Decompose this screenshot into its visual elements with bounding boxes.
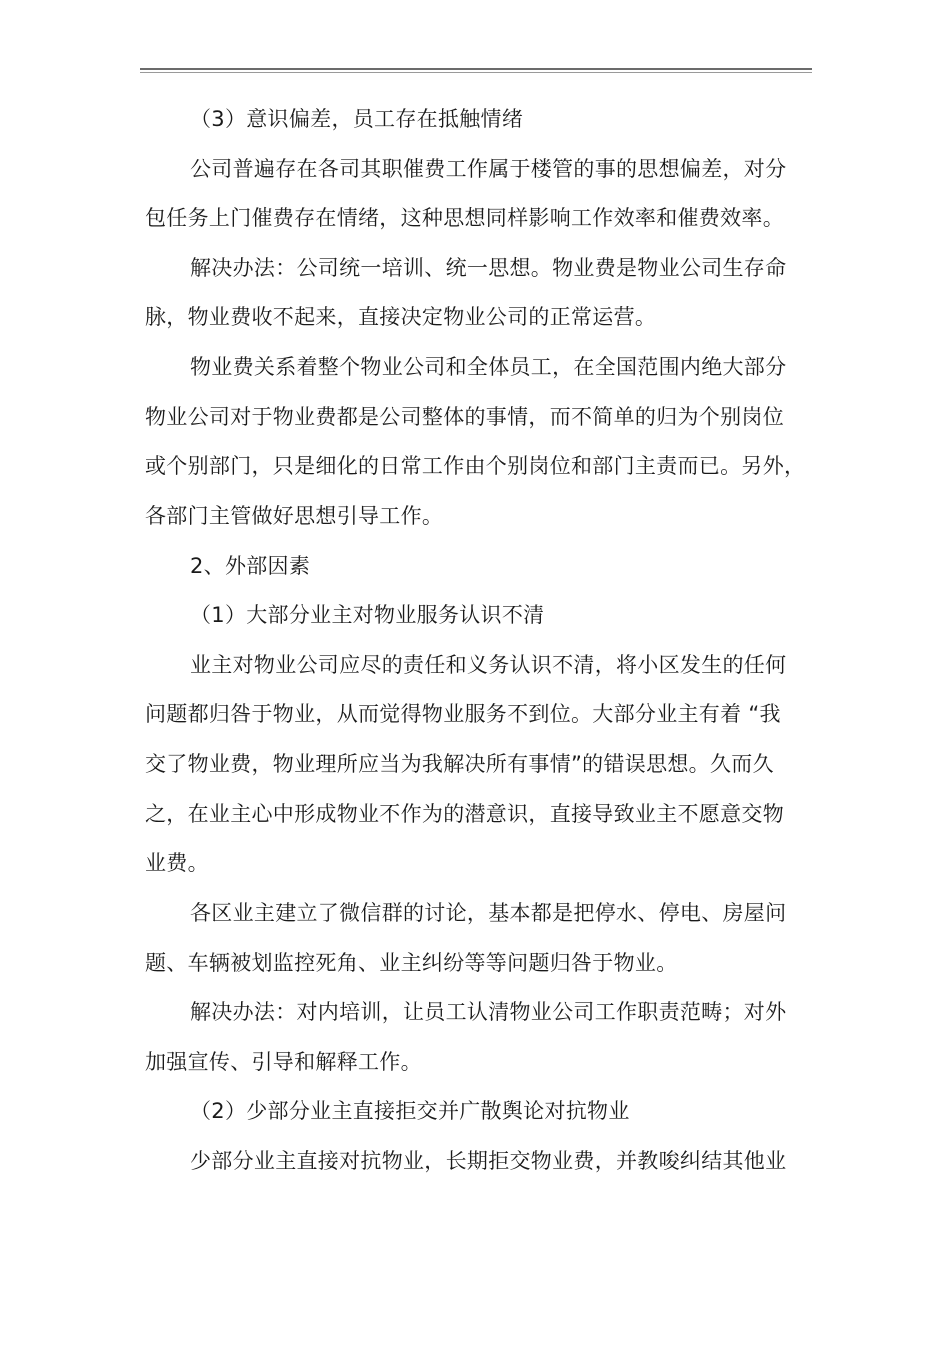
paragraph-line: 物业公司对于物业费都是公司整体的事情，而不简单的归为个别岗位 bbox=[145, 405, 784, 429]
paragraph-line: 交了物业费，物业理所应当为我解决所有事情”的错误思想。久而久 bbox=[145, 752, 774, 776]
header-rule-thin bbox=[140, 72, 812, 73]
paragraph-line: 公司普遍存在各司其职催费工作属于楼管的事的思想偏差，对分 bbox=[190, 157, 787, 181]
paragraph-line: 包任务上门催费存在情绪，这种思想同样影响工作效率和催费效率。 bbox=[145, 206, 784, 230]
paragraph-line: 问题都归咎于物业，从而觉得物业服务不到位。大部分业主有着 “我 bbox=[145, 702, 781, 726]
subheading-owner-awareness: （1）大部分业主对物业服务认识不清 bbox=[190, 603, 545, 627]
paragraph-line: 加强宣传、引导和解释工作。 bbox=[145, 1050, 422, 1074]
paragraph-line: 各区业主建立了微信群的讨论，基本都是把停水、停电、房屋问 bbox=[190, 901, 787, 925]
paragraph-line: 各部门主管做好思想引导工作。 bbox=[145, 504, 444, 528]
paragraph-line: 题、车辆被划监控死角、业主纠纷等等问题归咎于物业。 bbox=[145, 951, 678, 975]
section-heading-external-factors: 2、外部因素 bbox=[190, 554, 311, 578]
header-rule-thick bbox=[140, 68, 812, 70]
paragraph-line: 物业费关系着整个物业公司和全体员工，在全国范围内绝大部分 bbox=[190, 355, 787, 379]
heading-consciousness-bias: （3）意识偏差，员工存在抵触情绪 bbox=[190, 107, 524, 131]
paragraph-line: 业主对物业公司应尽的责任和义务认识不清，将小区发生的任何 bbox=[190, 653, 787, 677]
paragraph-line: 或个别部门，只是细化的日常工作由个别岗位和部门主责而已。另外， bbox=[145, 454, 806, 478]
paragraph-line: 解决办法：对内培训，让员工认清物业公司工作职责范畴；对外 bbox=[190, 1000, 787, 1024]
paragraph-line: 之，在业主心中形成物业不作为的潜意识，直接导致业主不愿意交物 bbox=[145, 802, 784, 826]
paragraph-line: 解决办法：公司统一培训、统一思想。物业费是物业公司生存命 bbox=[190, 256, 787, 280]
subheading-refusal-to-pay: （2）少部分业主直接拒交并广散舆论对抗物业 bbox=[190, 1099, 630, 1123]
paragraph-line: 脉，物业费收不起来，直接决定物业公司的正常运营。 bbox=[145, 305, 657, 329]
paragraph-line: 业费。 bbox=[145, 851, 209, 875]
paragraph-line: 少部分业主直接对抗物业，长期拒交物业费，并教唆纠结其他业 bbox=[190, 1149, 787, 1173]
